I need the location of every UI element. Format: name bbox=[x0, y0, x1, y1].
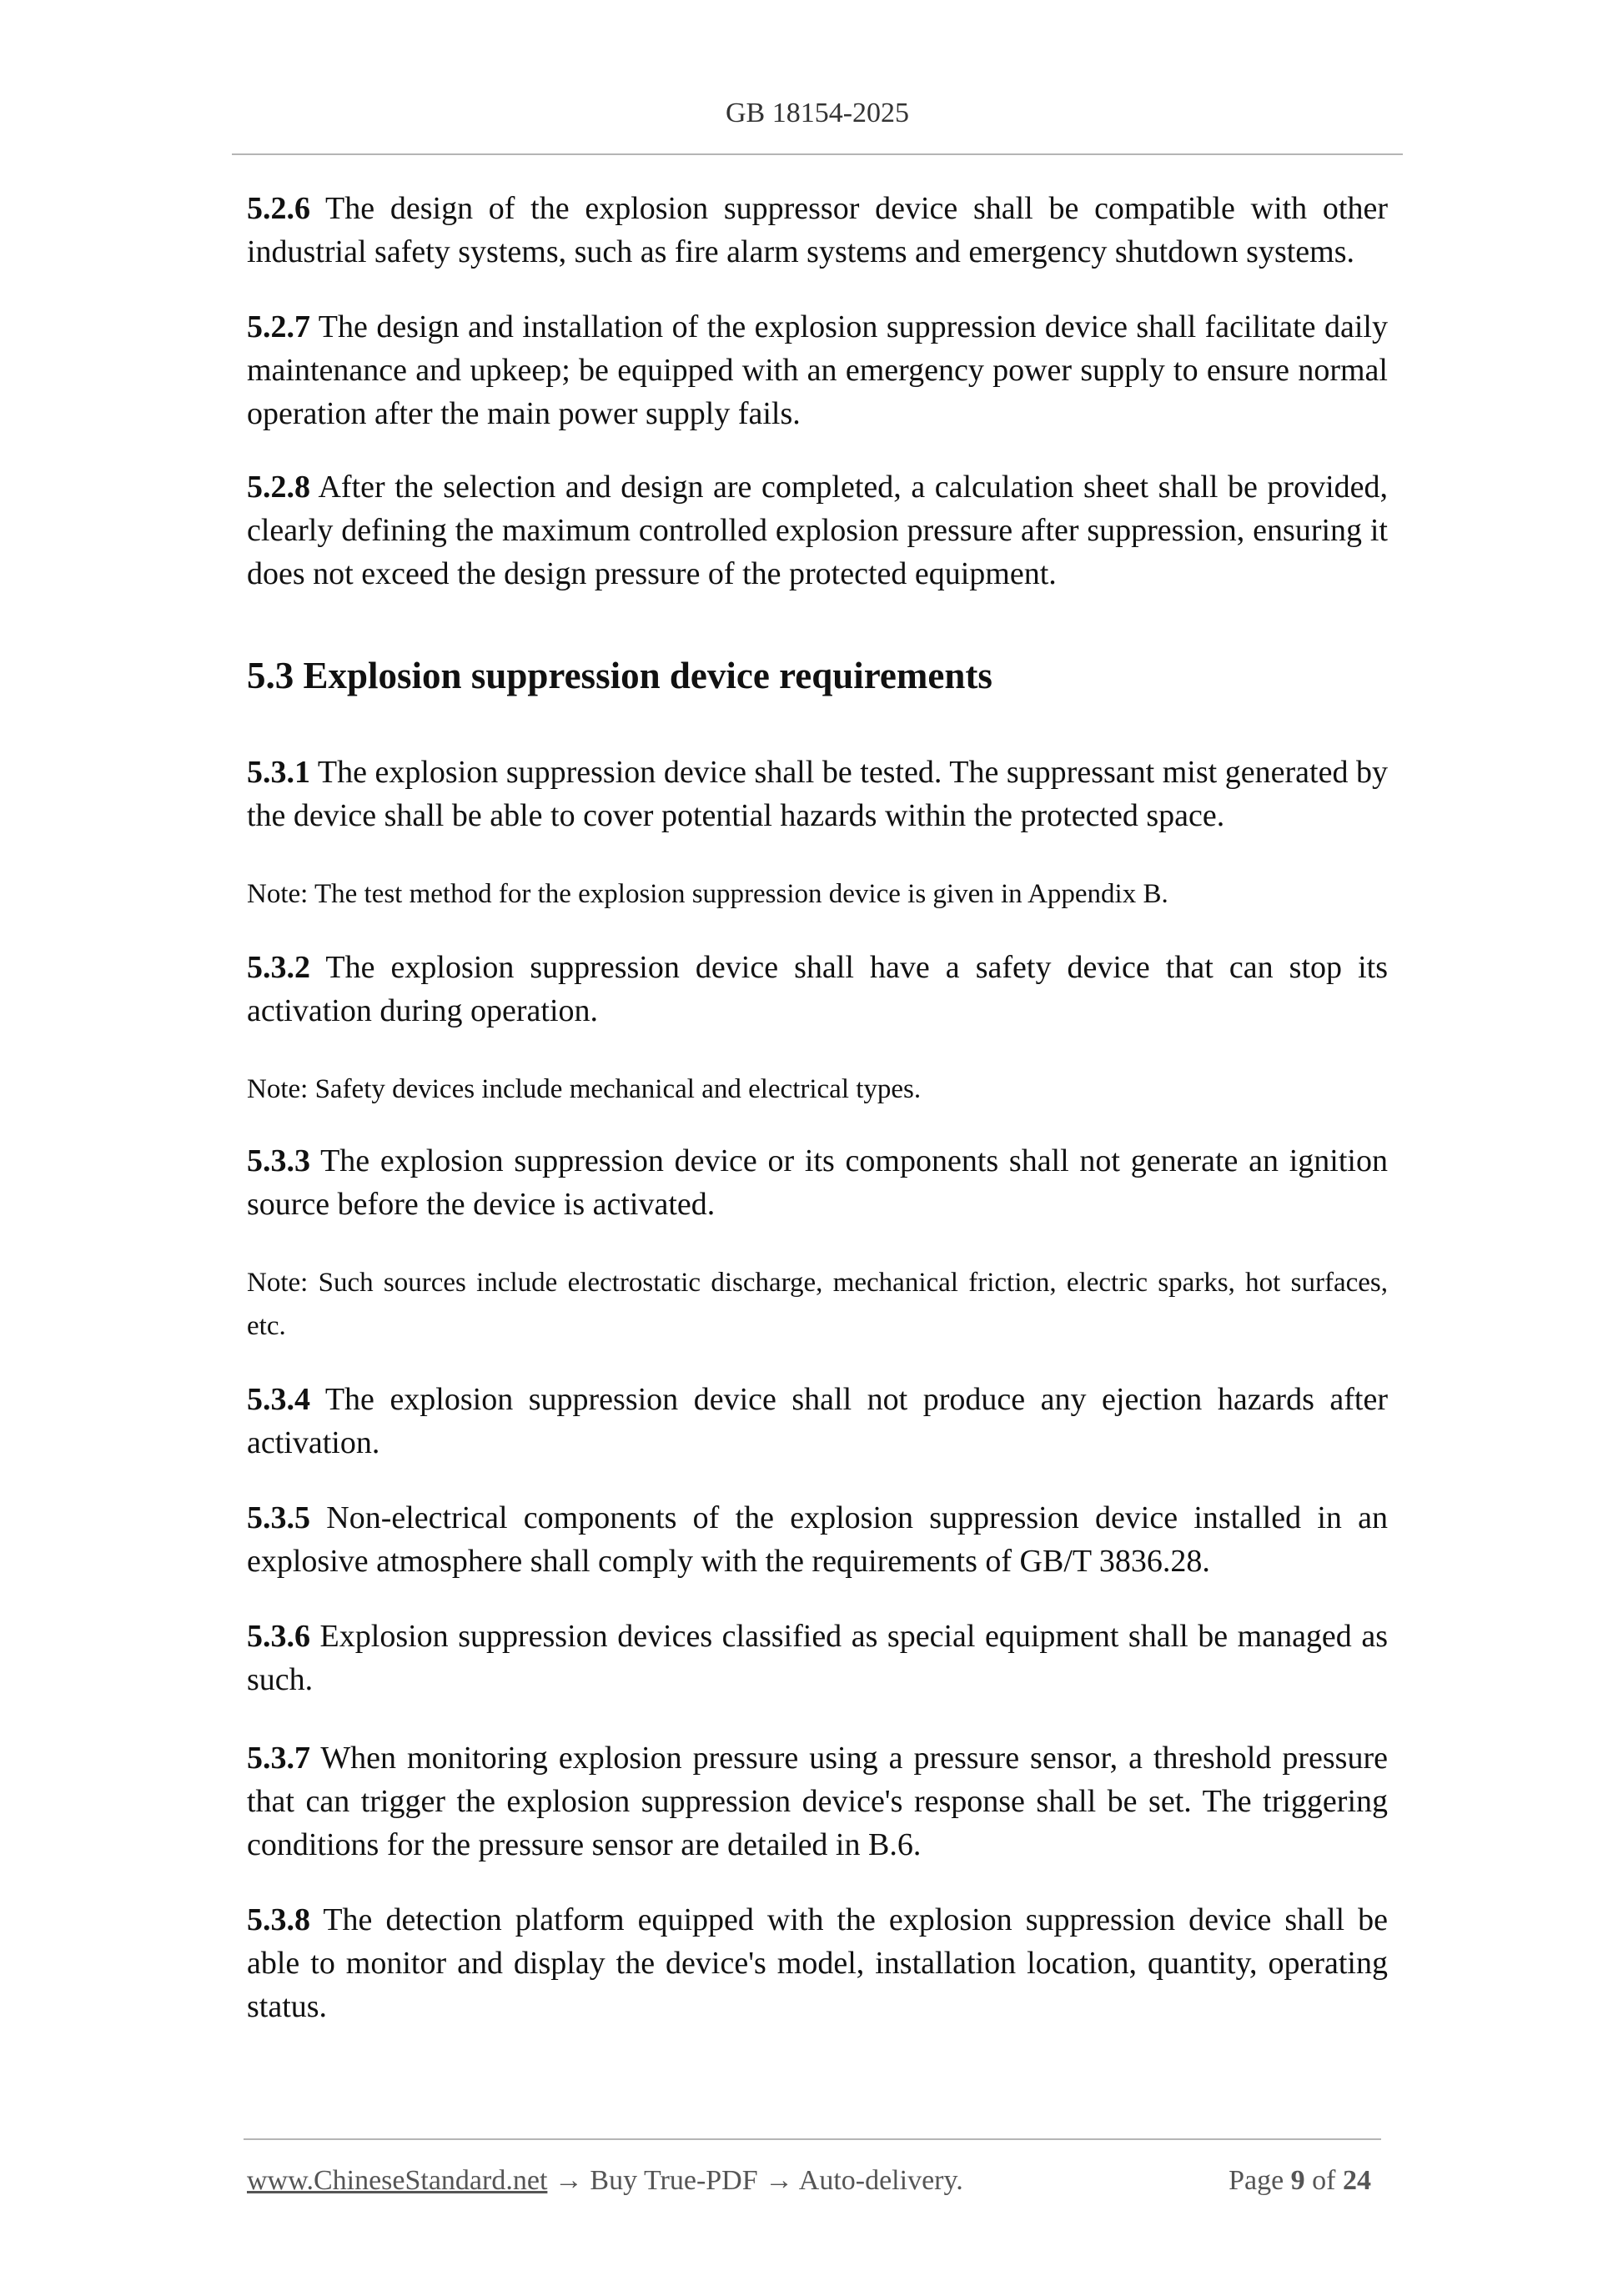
page-indicator bbox=[1229, 2160, 1371, 2202]
clause-number: 5.3.4 bbox=[247, 1382, 310, 1417]
clause-5-3-3 bbox=[247, 1139, 1388, 1226]
footer-promo bbox=[247, 2160, 963, 2202]
clause-5-2-7 bbox=[247, 305, 1388, 435]
clause-number: 5.3.2 bbox=[247, 950, 310, 985]
clause-5-3-5 bbox=[247, 1496, 1388, 1583]
clause-number: 5.2.8 bbox=[247, 470, 310, 505]
note-5-3-2: Note: Safety devices include mechanical and electrical types. bbox=[247, 1074, 922, 1104]
page-label: Page bbox=[1229, 2165, 1284, 2196]
page-footer bbox=[244, 2138, 1381, 2223]
clause-text: The explosion suppression device shall have a safety device that can stop its activation during operation. bbox=[247, 950, 1388, 1028]
clause-5-3-4 bbox=[247, 1378, 1388, 1465]
of-label: of bbox=[1312, 2165, 1336, 2196]
clause-number: 5.3.6 bbox=[247, 1619, 310, 1654]
clause-5-3-2 bbox=[247, 946, 1388, 1032]
clause-text: Non-electrical components of the explosion suppression device installed in an explosive atmosphere shall comply with the requirements of GB/T 3836.28. bbox=[247, 1500, 1388, 1579]
clause-number: 5.2.6 bbox=[247, 191, 310, 226]
clause-number: 5.3.5 bbox=[247, 1500, 310, 1535]
clause-number: 5.3.3 bbox=[247, 1143, 310, 1178]
page-total: 24 bbox=[1343, 2165, 1371, 2196]
site-link[interactable]: www.ChineseStandard.net bbox=[247, 2165, 548, 2196]
arrow-right-icon: → bbox=[554, 2165, 583, 2196]
auto-delivery-text: Auto-delivery. bbox=[798, 2165, 963, 2196]
clause-5-2-8 bbox=[247, 465, 1388, 595]
clause-text: The detection platform equipped with the explosion suppression device shall be able to monitor and display the device's model, installation location, quantity, operating status. bbox=[247, 1902, 1388, 2024]
clause-text: Explosion suppression devices classified as special equipment shall be managed as such. bbox=[247, 1619, 1388, 1697]
clause-5-3-7 bbox=[247, 1736, 1388, 1866]
document-code: GB 18154-2025 bbox=[725, 98, 910, 128]
clause-text: The explosion suppression device shall not produce any ejection hazards after activation. bbox=[247, 1382, 1388, 1460]
page-number: 9 bbox=[1290, 2165, 1305, 2196]
clause-number: 5.2.7 bbox=[247, 309, 310, 344]
clause-number: 5.3.8 bbox=[247, 1902, 310, 1937]
clause-text: When monitoring explosion pressure using a pressure sensor, a threshold pressure that can trigger the explosion suppression device's response shall be set. The triggering conditions for the pressure sensor are detailed in B.6. bbox=[247, 1741, 1388, 1862]
clause-5-2-6 bbox=[247, 187, 1388, 274]
arrow-right-icon: → bbox=[765, 2165, 794, 2196]
clause-text: The design and installation of the explosion suppression device shall facilitate daily maintenance and upkeep; be equipped with an emergency power supply to ensure normal operation after the main power supply fails. bbox=[247, 309, 1388, 431]
clause-5-3-1 bbox=[247, 751, 1388, 837]
clause-text: The design of the explosion suppressor device shall be compatible with other industrial safety systems, such as fire alarm systems and emergency shutdown systems. bbox=[247, 191, 1388, 269]
clause-5-3-8 bbox=[247, 1898, 1388, 2028]
clause-text: The explosion suppression device shall be tested. The suppressant mist generated by the device shall be able to cover potential hazards within the protected space. bbox=[247, 755, 1388, 833]
clause-text: After the selection and design are completed, a calculation sheet shall be provided, clearly defining the maximum controlled explosion pressure after suppression, ensuring it does not exceed the design pressure of the protected equipment. bbox=[247, 470, 1388, 591]
clause-number: 5.3.7 bbox=[247, 1741, 310, 1776]
note-5-3-3: Note: Such sources include electrostatic discharge, mechanical friction, electric sparks, hot surfaces, etc. bbox=[247, 1268, 1388, 1341]
clause-text: The explosion suppression device or its components shall not generate an ignition source before the device is activated. bbox=[247, 1143, 1388, 1222]
clause-5-3-6 bbox=[247, 1615, 1388, 1701]
page-header bbox=[232, 93, 1403, 155]
clause-number: 5.3.1 bbox=[247, 755, 310, 790]
note-5-3-1: Note: The test method for the explosion suppression device is given in Appendix B. bbox=[247, 879, 1168, 909]
section-heading: 5.3 Explosion suppression device requirements bbox=[247, 655, 992, 696]
buy-true-pdf-text: Buy True-PDF bbox=[590, 2165, 758, 2196]
